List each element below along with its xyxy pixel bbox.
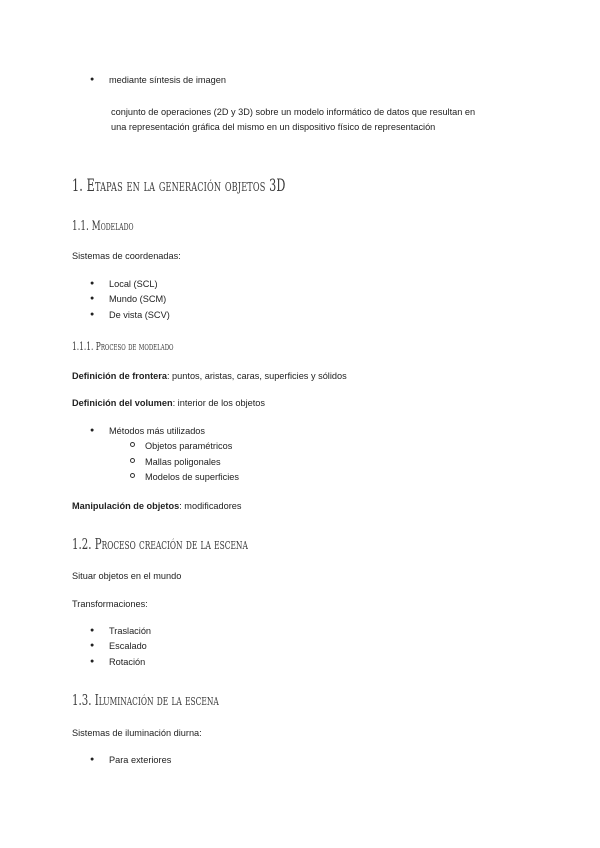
manip-line xyxy=(72,500,242,512)
frontera-line xyxy=(72,370,347,382)
coords-item: Local (SCL) xyxy=(109,279,158,289)
situar-text: Situar objetos en el mundo xyxy=(72,571,182,581)
transf-item: Escalado xyxy=(109,641,147,651)
frontera-label: Definición de frontera xyxy=(72,371,167,381)
transf-label: Transformaciones: xyxy=(72,599,148,609)
circle-bullet-icon xyxy=(130,458,135,463)
section-1-1-heading: 1.1. Modelado xyxy=(72,219,134,234)
bullet-icon: ● xyxy=(90,642,95,649)
ilum-item: Para exteriores xyxy=(109,755,172,765)
intro-paragraph-line1: conjunto de operaciones (2D y 3D) sobre un modelo informático de datos que resultan en xyxy=(111,107,476,117)
coords-item: De vista (SCV) xyxy=(109,310,170,320)
ilum-label: Sistemas de iluminación diurna: xyxy=(72,728,202,738)
circle-bullet-icon xyxy=(130,473,135,478)
intro-bullet-text: mediante síntesis de imagen xyxy=(109,75,226,85)
transf-item: Rotación xyxy=(109,657,146,667)
bullet-icon: ● xyxy=(90,756,95,763)
section-1-2-heading: 1.2. Proceso creación de la escena xyxy=(72,535,248,553)
manip-text: : modificadores xyxy=(179,501,242,511)
bullet-icon: ● xyxy=(90,427,95,434)
bullet-icon: ● xyxy=(90,295,95,302)
bullet-icon: ● xyxy=(90,76,95,83)
methods-label: Métodos más utilizados xyxy=(109,426,206,436)
transf-item: Traslación xyxy=(109,626,152,636)
methods-item: Objetos paramétricos xyxy=(145,441,233,451)
manip-label: Manipulación de objetos xyxy=(72,501,180,511)
section-1-3-heading: 1.3. Iluminación de la escena xyxy=(72,691,219,709)
volumen-text: : interior de los objetos xyxy=(172,398,266,408)
volumen-label: Definición del volumen xyxy=(72,398,173,408)
bullet-icon: ● xyxy=(90,311,95,318)
methods-item: Mallas poligonales xyxy=(145,457,221,467)
section-1-heading: 1. Etapas en la generación objetos 3D xyxy=(72,176,286,195)
volumen-line xyxy=(72,397,265,409)
bullet-icon: ● xyxy=(90,280,95,287)
bullet-icon: ● xyxy=(90,658,95,665)
circle-bullet-icon xyxy=(130,442,135,447)
intro-paragraph-line2: una representación gráfica del mismo en un dispositivo físico de representación xyxy=(111,122,436,132)
coords-label: Sistemas de coordenadas: xyxy=(72,251,181,261)
bullet-icon: ● xyxy=(90,627,95,634)
section-1-1-1-heading: 1.1.1. Proceso de modelado xyxy=(72,340,174,353)
frontera-text: : puntos, aristas, caras, superficies y sólidos xyxy=(166,371,347,381)
methods-item: Modelos de superficies xyxy=(145,472,239,482)
coords-item: Mundo (SCM) xyxy=(109,294,167,304)
